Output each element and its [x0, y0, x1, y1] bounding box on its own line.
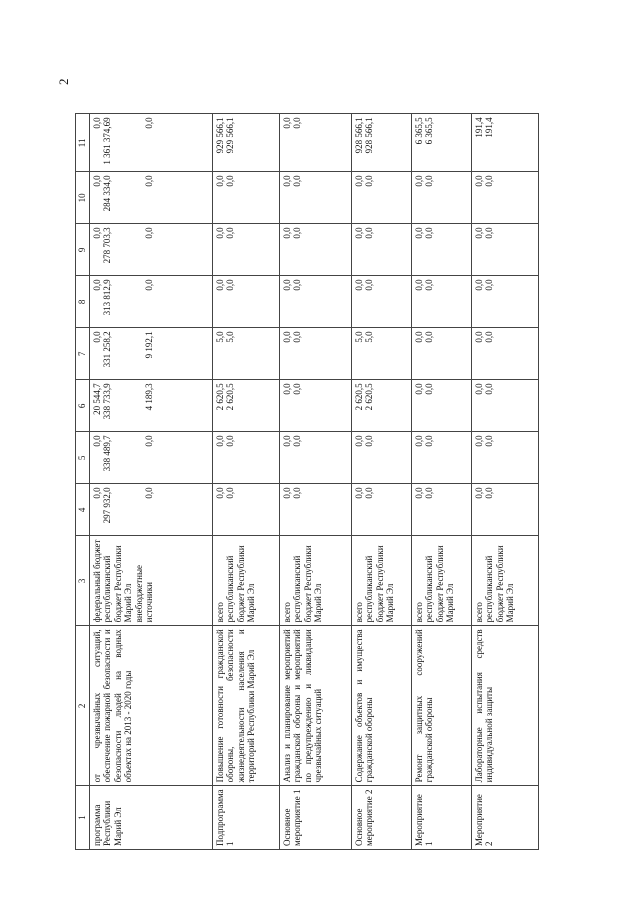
- row-code: Мероприятие 1: [411, 786, 471, 850]
- value: 5,0: [353, 331, 364, 343]
- value-cell: [89, 276, 212, 328]
- value: 0,0: [484, 227, 494, 239]
- row-name: Лабораторные испытания средств индивидуальной защиты: [471, 626, 538, 786]
- table-row: [351, 114, 411, 850]
- value: 0,0: [353, 175, 364, 187]
- value: 0,0: [424, 331, 434, 343]
- value-cell: [351, 114, 411, 172]
- value-cell: [471, 328, 538, 380]
- value-cell: [89, 380, 212, 432]
- funding-source: республиканский бюджет Республики Марий Эл: [424, 545, 455, 623]
- column-header-9: 9: [76, 224, 90, 276]
- value: 0,0: [292, 487, 302, 499]
- funding-source: всего: [281, 602, 292, 623]
- table-row: [89, 114, 212, 850]
- value-cell: [471, 276, 538, 328]
- row-name: Ремонт защитных сооружений гражданской обороны: [411, 626, 471, 786]
- value: 0,0: [424, 487, 434, 499]
- value: 0,0: [353, 435, 364, 447]
- value: 0,0: [484, 279, 494, 291]
- column-header-6: 6: [76, 380, 90, 432]
- value: 0,0: [413, 331, 424, 343]
- value: 0,0: [473, 487, 484, 499]
- row-code: программа Республики Марий Эл: [89, 786, 212, 850]
- value: 0,0: [484, 331, 494, 343]
- value: 20 544,7: [91, 383, 102, 415]
- value: 284 334,0: [102, 175, 112, 212]
- value: 331 258,2: [102, 331, 112, 368]
- value: 0,0: [225, 279, 235, 291]
- value: 0,0: [91, 117, 102, 129]
- value: 0,0: [225, 175, 235, 187]
- row-sources: [89, 536, 212, 626]
- value: 278 703,3: [102, 227, 112, 264]
- value: 0,0: [144, 175, 154, 187]
- column-header-2: 2: [76, 626, 90, 786]
- value-cell: [212, 380, 279, 432]
- value: 0,0: [484, 383, 494, 395]
- funding-source: республиканский бюджет Республики Марий Эл: [102, 545, 133, 623]
- table-row: [471, 114, 538, 850]
- value-cell: [411, 484, 471, 536]
- value: 0,0: [292, 435, 302, 447]
- value-cell: [411, 328, 471, 380]
- funding-source: республиканский бюджет Республики Марий Эл: [364, 545, 395, 623]
- value: 0,0: [144, 435, 154, 447]
- value-cell: [89, 224, 212, 276]
- value: 0,0: [424, 175, 434, 187]
- row-code: Основное мероприятие 1: [279, 786, 351, 850]
- value: 0,0: [473, 175, 484, 187]
- value-cell: [351, 224, 411, 276]
- row-sources: [471, 536, 538, 626]
- value-cell: [471, 380, 538, 432]
- value-cell: [351, 432, 411, 484]
- value-cell: [89, 484, 212, 536]
- row-name: Анализ и планирование мероприятий гражданской обороны и мероприятий по предупреждению и ликвидации чрезвычайных ситуаций: [279, 626, 351, 786]
- row-code: Основное мероприятие 2: [351, 786, 411, 850]
- value: 0,0: [144, 279, 154, 291]
- value: 0,0: [292, 227, 302, 239]
- value: 0,0: [91, 279, 102, 291]
- value: 0,0: [281, 331, 292, 343]
- funding-source: всего: [214, 602, 225, 623]
- row-sources: [279, 536, 351, 626]
- value: 0,0: [225, 227, 235, 239]
- value-cell: [89, 328, 212, 380]
- value-cell: [212, 276, 279, 328]
- value-cell: [279, 328, 351, 380]
- column-header-3: 3: [76, 536, 90, 626]
- funding-source: федеральный бюджет: [91, 539, 102, 623]
- value: 5,0: [225, 331, 235, 343]
- value: 338 733,9: [102, 383, 112, 420]
- value-cell: [279, 224, 351, 276]
- value-cell: [471, 432, 538, 484]
- value: 6 365,5: [413, 117, 424, 145]
- value: 0,0: [473, 435, 484, 447]
- value: 0,0: [484, 175, 494, 187]
- value-cell: [471, 172, 538, 224]
- funding-source: республиканский бюджет Республики Марий Эл: [225, 545, 256, 623]
- value: 191,4: [473, 117, 484, 138]
- value-cell: [212, 484, 279, 536]
- value: 0,0: [353, 279, 364, 291]
- row-name: Содержание объектов и имущества гражданской обороны: [351, 626, 411, 786]
- value-cell: [212, 224, 279, 276]
- value: 0,0: [91, 227, 102, 239]
- value-cell: [411, 114, 471, 172]
- funding-source: всего: [413, 602, 424, 623]
- value: 0,0: [413, 383, 424, 395]
- value: 338 489,7: [102, 435, 112, 472]
- value: 0,0: [292, 117, 302, 129]
- value: 0,0: [473, 331, 484, 343]
- value: 313 812,9: [102, 279, 112, 316]
- value: 0,0: [214, 487, 225, 499]
- value: 0,0: [364, 175, 374, 187]
- value: 0,0: [225, 487, 235, 499]
- value: 2 620,5: [225, 383, 235, 411]
- value: 2 620,5: [214, 383, 225, 411]
- value: 297 932,0: [102, 487, 112, 524]
- value: 0,0: [364, 227, 374, 239]
- value: 0,0: [473, 227, 484, 239]
- funding-source: внебюджетные источники: [133, 564, 154, 623]
- value: 0,0: [281, 383, 292, 395]
- value: 0,0: [413, 175, 424, 187]
- column-header-10: 10: [76, 172, 90, 224]
- value-cell: [212, 432, 279, 484]
- value: 2 620,5: [353, 383, 364, 411]
- value-cell: [411, 172, 471, 224]
- value: 0,0: [91, 331, 102, 343]
- column-header-5: 5: [76, 432, 90, 484]
- value: 5,0: [364, 331, 374, 343]
- value-cell: [279, 380, 351, 432]
- value-cell: [279, 172, 351, 224]
- funding-source: республиканский бюджет Республики Марий Эл: [484, 545, 515, 623]
- value: 0,0: [353, 227, 364, 239]
- value: 929 566,1: [214, 117, 225, 154]
- value-cell: [471, 114, 538, 172]
- value-cell: [351, 172, 411, 224]
- value: 0,0: [214, 435, 225, 447]
- value: 9 192,1: [144, 331, 154, 359]
- value: 0,0: [225, 435, 235, 447]
- value-cell: [471, 224, 538, 276]
- value: 0,0: [292, 279, 302, 291]
- value: 929 566,1: [225, 117, 235, 154]
- value: 0,0: [91, 435, 102, 447]
- column-header-7: 7: [76, 328, 90, 380]
- value-cell: [279, 484, 351, 536]
- value-cell: [411, 276, 471, 328]
- row-code: Мероприятие 2: [471, 786, 538, 850]
- funding-source: всего: [473, 602, 484, 623]
- value: 0,0: [424, 383, 434, 395]
- value-cell: [351, 380, 411, 432]
- value: 6 365,5: [424, 117, 434, 145]
- value: 0,0: [424, 279, 434, 291]
- value-cell: [411, 380, 471, 432]
- page-number: 2: [56, 78, 71, 85]
- row-sources: [411, 536, 471, 626]
- value: 0,0: [281, 117, 292, 129]
- value-cell: [411, 432, 471, 484]
- value: 0,0: [364, 435, 374, 447]
- value: 2 620,5: [364, 383, 374, 411]
- value: 0,0: [281, 175, 292, 187]
- row-name: Повышение готовности гражданской обороны, безопасности жизнедеятельности населения и территорий Республики Марий Эл: [212, 626, 279, 786]
- value-cell: [89, 114, 212, 172]
- value-cell: [279, 432, 351, 484]
- value: 0,0: [281, 279, 292, 291]
- value: 0,0: [484, 435, 494, 447]
- row-sources: [351, 536, 411, 626]
- column-header-1: 1: [76, 786, 90, 850]
- value: 0,0: [424, 435, 434, 447]
- value: 0,0: [281, 227, 292, 239]
- value: 0,0: [484, 487, 494, 499]
- value: 0,0: [473, 383, 484, 395]
- value-cell: [279, 276, 351, 328]
- value: 0,0: [473, 279, 484, 291]
- value-cell: [89, 172, 212, 224]
- value: 0,0: [413, 227, 424, 239]
- value: 0,0: [413, 279, 424, 291]
- value: 0,0: [424, 227, 434, 239]
- value: 0,0: [144, 227, 154, 239]
- value: 0,0: [214, 227, 225, 239]
- value-cell: [351, 484, 411, 536]
- value-cell: [212, 328, 279, 380]
- value-cell: [89, 432, 212, 484]
- value: 1 361 374,69: [102, 117, 112, 165]
- table-row: [279, 114, 351, 850]
- value: 0,0: [353, 487, 364, 499]
- value: 0,0: [364, 279, 374, 291]
- header-row: [76, 114, 90, 850]
- row-name: от чрезвычайных ситуаций, обеспечение пожарной безопасности и безопасности людей на водных объектах на 2013 - 2020 годы: [89, 626, 212, 786]
- value: 0,0: [364, 487, 374, 499]
- column-header-8: 8: [76, 276, 90, 328]
- value: 0,0: [292, 331, 302, 343]
- value: 191,4: [484, 117, 494, 138]
- value: 0,0: [413, 435, 424, 447]
- value-cell: [411, 224, 471, 276]
- value-cell: [471, 484, 538, 536]
- value: 0,0: [214, 279, 225, 291]
- value: 5,0: [214, 331, 225, 343]
- value-cell: [279, 114, 351, 172]
- value: 928 566,1: [364, 117, 374, 154]
- value-cell: [351, 328, 411, 380]
- value: 0,0: [413, 487, 424, 499]
- value: 0,0: [292, 383, 302, 395]
- value: 928 566,1: [353, 117, 364, 154]
- value: 0,0: [292, 175, 302, 187]
- funding-source: республиканский бюджет Республики Марий Эл: [292, 545, 323, 623]
- value-cell: [212, 172, 279, 224]
- table-body: [89, 114, 538, 850]
- column-header-11: 11: [76, 114, 90, 172]
- table-row: [212, 114, 279, 850]
- value: 0,0: [144, 117, 154, 129]
- row-sources: [212, 536, 279, 626]
- value-cell: [212, 114, 279, 172]
- value: 0,0: [144, 487, 154, 499]
- row-code: Подпрограмма 1: [212, 786, 279, 850]
- funding-source: всего: [353, 602, 364, 623]
- value-cell: [351, 276, 411, 328]
- value: 4 189,3: [144, 383, 154, 411]
- value: 0,0: [91, 487, 102, 499]
- value: 0,0: [281, 487, 292, 499]
- table-row: [411, 114, 471, 850]
- value: 0,0: [214, 175, 225, 187]
- value: 0,0: [281, 435, 292, 447]
- budget-table: [75, 113, 539, 850]
- column-header-4: 4: [76, 484, 90, 536]
- value: 0,0: [91, 175, 102, 187]
